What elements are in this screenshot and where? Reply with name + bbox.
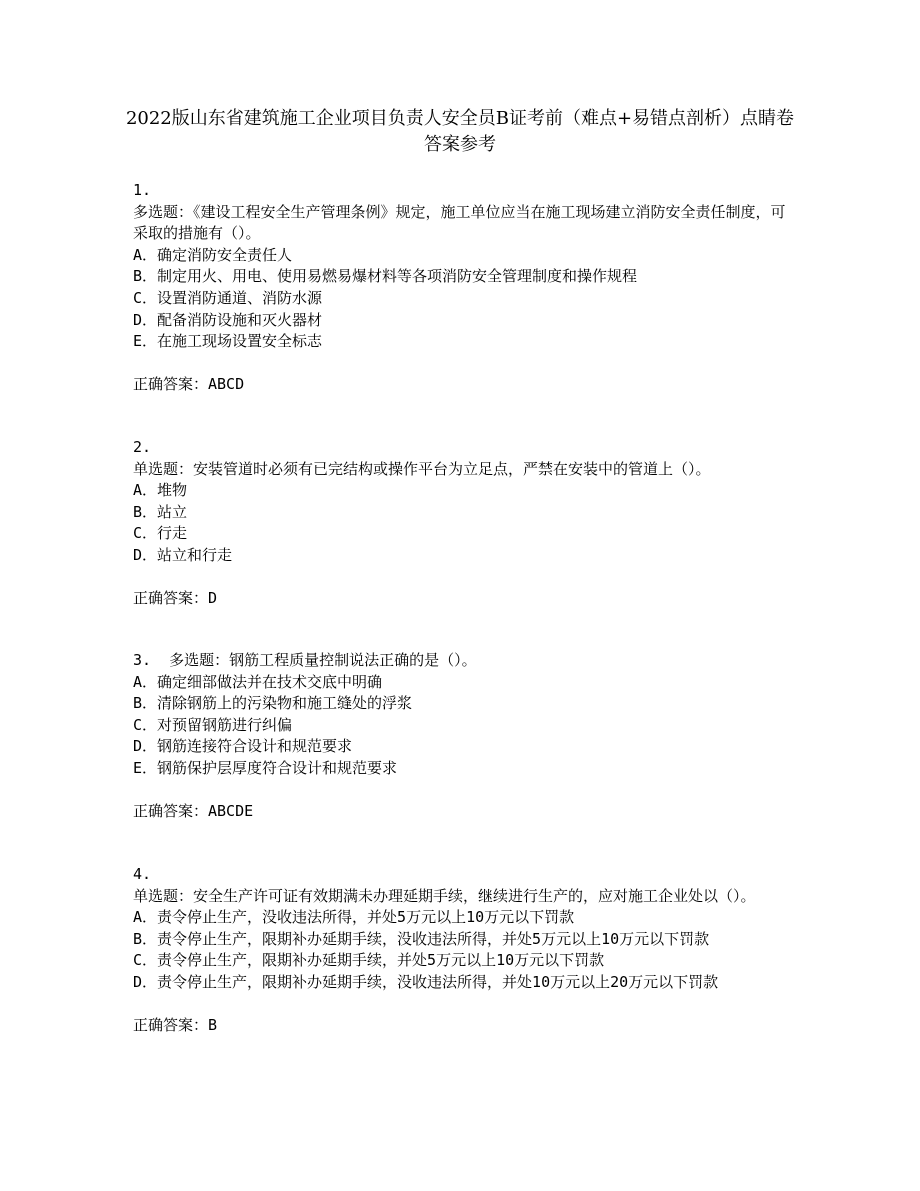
option-b: B．责令停止生产，限期补办延期手续，没收违法所得，并处5万元以上10万元以下罚款	[133, 929, 710, 948]
question-number: 3.	[133, 651, 152, 669]
question-1	[133, 180, 793, 395]
option-c: C．责令停止生产，限期补办延期手续，并处5万元以上10万元以下罚款	[133, 951, 605, 970]
option-a: A．堆物	[133, 481, 188, 500]
option-c: C．对预留钢筋进行纠偏	[133, 715, 293, 734]
option-d: D．责令停止生产，限期补办延期手续，没收违法所得，并处10万元以上20万元以下罚款	[133, 972, 719, 991]
option-a: A．责令停止生产，没收违法所得，并处5万元以上10万元以下罚款	[133, 908, 575, 927]
option-d: D．钢筋连接符合设计和规范要求	[133, 737, 353, 756]
option-e: E．钢筋保护层厚度符合设计和规范要求	[133, 758, 398, 777]
option-b: B．清除钢筋上的污染物和施工缝处的浮浆	[133, 694, 413, 713]
correct-answer: 正确答案：ABCDE	[133, 801, 254, 820]
option-e: E．在施工现场设置安全标志	[133, 332, 323, 351]
correct-answer: 正确答案：ABCD	[133, 374, 245, 393]
option-a: A．确定细部做法并在技术交底中明确	[133, 672, 383, 691]
question-number: 4.	[133, 865, 152, 883]
document-title: 2022版山东省建筑施工企业项目负责人安全员B证考前（难点+易错点剖析）点睛卷答案参考	[125, 108, 795, 155]
question-4	[133, 864, 793, 1036]
option-b: B．制定用火、用电、使用易燃易爆材料等各项消防安全管理制度和操作规程	[133, 267, 638, 286]
option-a: A．确定消防安全责任人	[133, 245, 293, 264]
question-stem: 多选题：《建设工程安全生产管理条例》规定，施工单位应当在施工现场建立消防安全责任制度，可采取的措施有（）。	[133, 202, 786, 243]
question-2	[133, 437, 793, 609]
option-c: C．行走	[133, 524, 188, 543]
option-c: C．设置消防通道、消防水源	[133, 288, 323, 307]
question-stem: 多选题：钢筋工程质量控制说法正确的是（）。	[169, 651, 477, 669]
question-stem: 单选题：安全生产许可证有效期满未办理延期手续，继续进行生产的，应对施工企业处以（）。	[133, 886, 756, 905]
question-3	[133, 650, 793, 822]
question-number: 1.	[133, 181, 152, 199]
correct-answer: 正确答案：B	[133, 1015, 218, 1034]
question-number: 2.	[133, 438, 152, 456]
option-b: B．站立	[133, 502, 188, 521]
option-d: D．站立和行走	[133, 545, 233, 564]
option-d: D．配备消防设施和灭火器材	[133, 310, 323, 329]
correct-answer: 正确答案：D	[133, 588, 218, 607]
question-header	[133, 650, 793, 672]
question-stem: 单选题：安装管道时必须有已完结构或操作平台为立足点，严禁在安装中的管道上（）。	[133, 459, 711, 478]
